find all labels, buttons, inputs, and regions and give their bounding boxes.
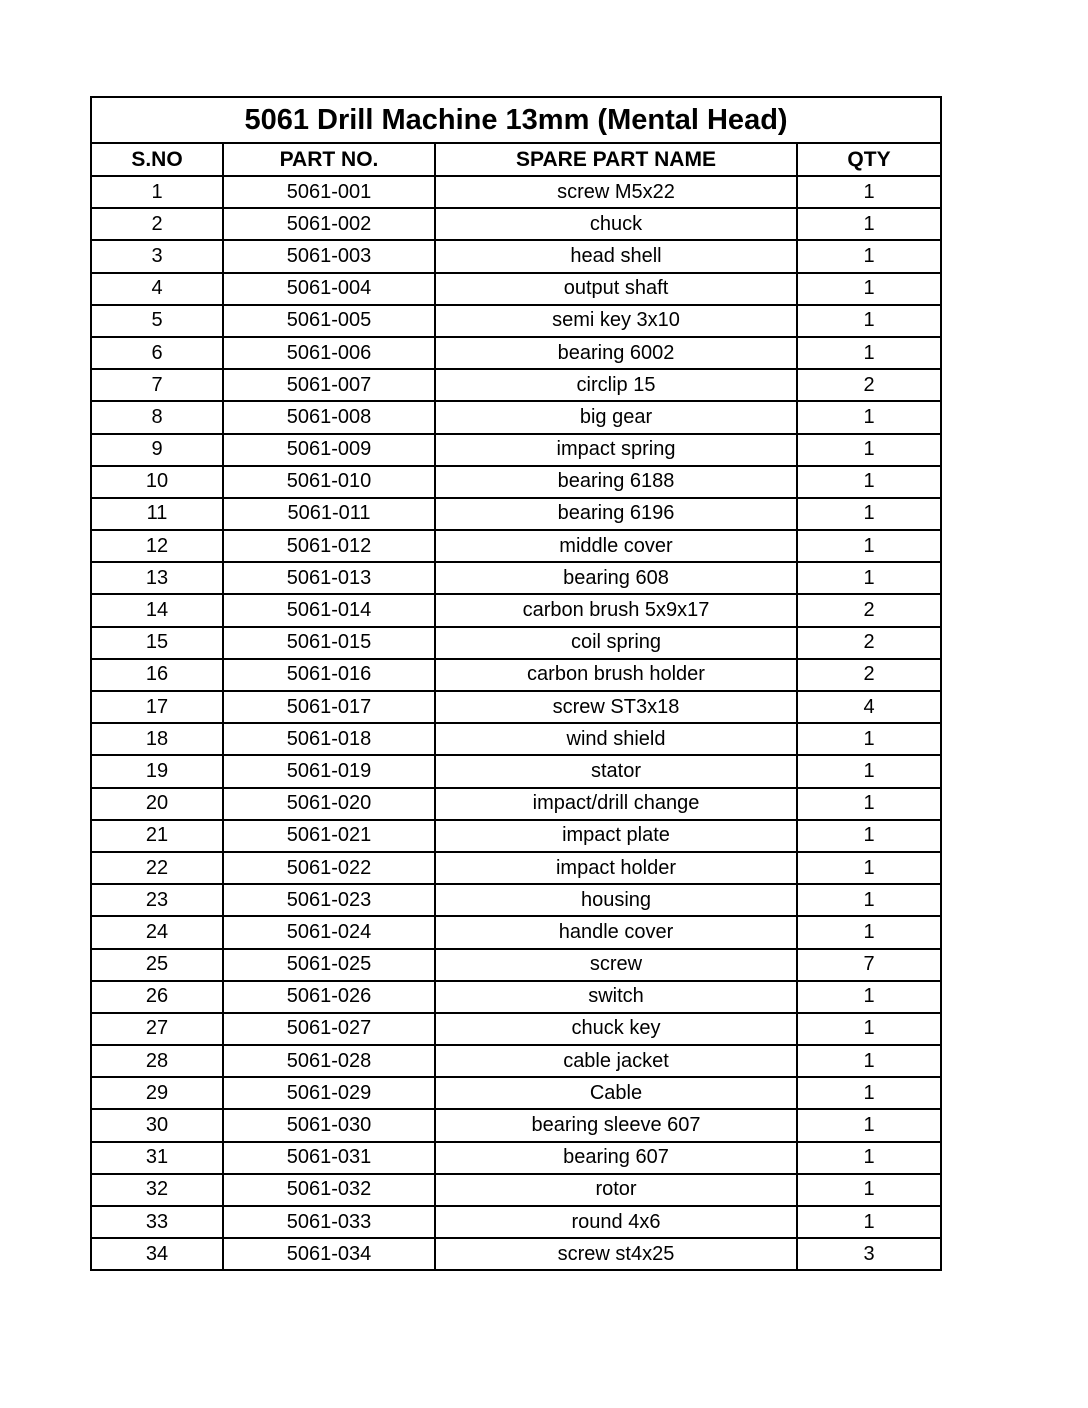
- cell-spare-part-name: screw M5x22: [435, 176, 797, 208]
- cell-spare-part-name: screw st4x25: [435, 1238, 797, 1270]
- cell-sno: 1: [91, 176, 223, 208]
- cell-qty: 2: [797, 369, 941, 401]
- cell-spare-part-name: wind shield: [435, 723, 797, 755]
- cell-spare-part-name: impact spring: [435, 434, 797, 466]
- cell-sno: 7: [91, 369, 223, 401]
- cell-sno: 12: [91, 530, 223, 562]
- cell-qty: 1: [797, 305, 941, 337]
- table-row: [91, 852, 941, 884]
- cell-qty: 1: [797, 788, 941, 820]
- cell-sno: 9: [91, 434, 223, 466]
- cell-part-no: 5061-003: [223, 240, 435, 272]
- table-row: [91, 916, 941, 948]
- cell-part-no: 5061-018: [223, 723, 435, 755]
- cell-spare-part-name: big gear: [435, 401, 797, 433]
- table-row: [91, 723, 941, 755]
- cell-part-no: 5061-012: [223, 530, 435, 562]
- table-row: [91, 1174, 941, 1206]
- parts-sheet: [90, 96, 940, 1271]
- cell-sno: 20: [91, 788, 223, 820]
- cell-sno: 8: [91, 401, 223, 433]
- cell-spare-part-name: chuck key: [435, 1013, 797, 1045]
- cell-qty: 1: [797, 1142, 941, 1174]
- cell-part-no: 5061-022: [223, 852, 435, 884]
- cell-qty: 2: [797, 659, 941, 691]
- cell-sno: 23: [91, 884, 223, 916]
- header-spare-part-name: SPARE PART NAME: [435, 143, 797, 176]
- cell-spare-part-name: output shaft: [435, 273, 797, 305]
- cell-qty: 1: [797, 401, 941, 433]
- cell-qty: 1: [797, 820, 941, 852]
- table-row: [91, 530, 941, 562]
- cell-part-no: 5061-023: [223, 884, 435, 916]
- table-row: [91, 305, 941, 337]
- cell-spare-part-name: chuck: [435, 208, 797, 240]
- table-title: 5061 Drill Machine 13mm (Mental Head): [91, 97, 941, 143]
- cell-spare-part-name: circlip 15: [435, 369, 797, 401]
- cell-part-no: 5061-017: [223, 691, 435, 723]
- cell-sno: 4: [91, 273, 223, 305]
- table-row: [91, 755, 941, 787]
- cell-spare-part-name: round 4x6: [435, 1206, 797, 1238]
- cell-sno: 29: [91, 1077, 223, 1109]
- cell-qty: 2: [797, 594, 941, 626]
- cell-spare-part-name: carbon brush holder: [435, 659, 797, 691]
- cell-part-no: 5061-009: [223, 434, 435, 466]
- cell-spare-part-name: stator: [435, 755, 797, 787]
- cell-sno: 33: [91, 1206, 223, 1238]
- cell-qty: 3: [797, 1238, 941, 1270]
- cell-spare-part-name: screw ST3x18: [435, 691, 797, 723]
- cell-qty: 4: [797, 691, 941, 723]
- cell-sno: 34: [91, 1238, 223, 1270]
- cell-sno: 10: [91, 466, 223, 498]
- cell-part-no: 5061-019: [223, 755, 435, 787]
- table-row: [91, 1013, 941, 1045]
- cell-part-no: 5061-002: [223, 208, 435, 240]
- cell-spare-part-name: impact/drill change: [435, 788, 797, 820]
- table-row: [91, 1077, 941, 1109]
- cell-sno: 3: [91, 240, 223, 272]
- cell-spare-part-name: bearing 608: [435, 562, 797, 594]
- cell-qty: 1: [797, 562, 941, 594]
- cell-qty: 1: [797, 981, 941, 1013]
- table-row: [91, 981, 941, 1013]
- cell-spare-part-name: impact holder: [435, 852, 797, 884]
- cell-sno: 6: [91, 337, 223, 369]
- table-row: [91, 1206, 941, 1238]
- cell-part-no: 5061-011: [223, 498, 435, 530]
- table-row: [91, 240, 941, 272]
- table-row: [91, 691, 941, 723]
- cell-qty: 1: [797, 1013, 941, 1045]
- cell-sno: 2: [91, 208, 223, 240]
- cell-qty: 1: [797, 723, 941, 755]
- cell-part-no: 5061-025: [223, 949, 435, 981]
- cell-qty: 1: [797, 466, 941, 498]
- cell-part-no: 5061-008: [223, 401, 435, 433]
- table-row: [91, 820, 941, 852]
- table-row: [91, 659, 941, 691]
- cell-part-no: 5061-001: [223, 176, 435, 208]
- cell-part-no: 5061-013: [223, 562, 435, 594]
- table-row: [91, 208, 941, 240]
- cell-sno: 14: [91, 594, 223, 626]
- cell-qty: 1: [797, 176, 941, 208]
- cell-qty: 1: [797, 1109, 941, 1141]
- cell-qty: 2: [797, 627, 941, 659]
- table-row: [91, 594, 941, 626]
- title-row: [91, 97, 941, 143]
- cell-spare-part-name: bearing sleeve 607: [435, 1109, 797, 1141]
- cell-spare-part-name: bearing 607: [435, 1142, 797, 1174]
- cell-part-no: 5061-005: [223, 305, 435, 337]
- cell-qty: 1: [797, 1174, 941, 1206]
- cell-qty: 1: [797, 530, 941, 562]
- header-row: [91, 143, 941, 176]
- cell-sno: 11: [91, 498, 223, 530]
- cell-sno: 30: [91, 1109, 223, 1141]
- cell-sno: 31: [91, 1142, 223, 1174]
- cell-qty: 1: [797, 273, 941, 305]
- table-row: [91, 466, 941, 498]
- cell-part-no: 5061-015: [223, 627, 435, 659]
- cell-part-no: 5061-020: [223, 788, 435, 820]
- cell-part-no: 5061-030: [223, 1109, 435, 1141]
- cell-qty: 7: [797, 949, 941, 981]
- cell-spare-part-name: cable jacket: [435, 1045, 797, 1077]
- table-row: [91, 1238, 941, 1270]
- cell-spare-part-name: head shell: [435, 240, 797, 272]
- cell-sno: 25: [91, 949, 223, 981]
- cell-spare-part-name: bearing 6196: [435, 498, 797, 530]
- table-row: [91, 1045, 941, 1077]
- table-row: [91, 1109, 941, 1141]
- table-row: [91, 176, 941, 208]
- header-sno: S.NO: [91, 143, 223, 176]
- cell-spare-part-name: rotor: [435, 1174, 797, 1206]
- cell-qty: 1: [797, 884, 941, 916]
- cell-sno: 24: [91, 916, 223, 948]
- cell-spare-part-name: semi key 3x10: [435, 305, 797, 337]
- cell-part-no: 5061-006: [223, 337, 435, 369]
- cell-spare-part-name: middle cover: [435, 530, 797, 562]
- cell-spare-part-name: housing: [435, 884, 797, 916]
- cell-sno: 28: [91, 1045, 223, 1077]
- cell-qty: 1: [797, 498, 941, 530]
- table-row: [91, 949, 941, 981]
- cell-part-no: 5061-010: [223, 466, 435, 498]
- cell-qty: 1: [797, 1077, 941, 1109]
- parts-table-body: [91, 176, 941, 1270]
- cell-spare-part-name: Cable: [435, 1077, 797, 1109]
- cell-sno: 19: [91, 755, 223, 787]
- table-row: [91, 498, 941, 530]
- cell-spare-part-name: coil spring: [435, 627, 797, 659]
- cell-part-no: 5061-032: [223, 1174, 435, 1206]
- cell-part-no: 5061-027: [223, 1013, 435, 1045]
- cell-spare-part-name: impact plate: [435, 820, 797, 852]
- cell-part-no: 5061-033: [223, 1206, 435, 1238]
- header-qty: QTY: [797, 143, 941, 176]
- table-row: [91, 1142, 941, 1174]
- cell-sno: 16: [91, 659, 223, 691]
- cell-qty: 1: [797, 916, 941, 948]
- cell-qty: 1: [797, 240, 941, 272]
- parts-table: [90, 96, 942, 1271]
- cell-sno: 27: [91, 1013, 223, 1045]
- header-part-no: PART NO.: [223, 143, 435, 176]
- cell-sno: 22: [91, 852, 223, 884]
- cell-part-no: 5061-024: [223, 916, 435, 948]
- cell-sno: 15: [91, 627, 223, 659]
- cell-qty: 1: [797, 434, 941, 466]
- cell-sno: 21: [91, 820, 223, 852]
- cell-part-no: 5061-016: [223, 659, 435, 691]
- cell-qty: 1: [797, 337, 941, 369]
- cell-sno: 32: [91, 1174, 223, 1206]
- cell-spare-part-name: handle cover: [435, 916, 797, 948]
- cell-part-no: 5061-034: [223, 1238, 435, 1270]
- cell-spare-part-name: screw: [435, 949, 797, 981]
- cell-qty: 1: [797, 852, 941, 884]
- table-row: [91, 401, 941, 433]
- cell-part-no: 5061-014: [223, 594, 435, 626]
- cell-spare-part-name: switch: [435, 981, 797, 1013]
- cell-qty: 1: [797, 1206, 941, 1238]
- cell-sno: 17: [91, 691, 223, 723]
- cell-part-no: 5061-028: [223, 1045, 435, 1077]
- table-row: [91, 884, 941, 916]
- table-row: [91, 434, 941, 466]
- table-row: [91, 337, 941, 369]
- cell-part-no: 5061-031: [223, 1142, 435, 1174]
- table-row: [91, 562, 941, 594]
- cell-part-no: 5061-026: [223, 981, 435, 1013]
- table-row: [91, 273, 941, 305]
- cell-sno: 26: [91, 981, 223, 1013]
- cell-spare-part-name: carbon brush 5x9x17: [435, 594, 797, 626]
- cell-spare-part-name: bearing 6002: [435, 337, 797, 369]
- table-row: [91, 369, 941, 401]
- cell-part-no: 5061-021: [223, 820, 435, 852]
- cell-qty: 1: [797, 208, 941, 240]
- cell-part-no: 5061-004: [223, 273, 435, 305]
- table-row: [91, 788, 941, 820]
- cell-sno: 13: [91, 562, 223, 594]
- cell-part-no: 5061-029: [223, 1077, 435, 1109]
- cell-qty: 1: [797, 1045, 941, 1077]
- cell-part-no: 5061-007: [223, 369, 435, 401]
- cell-sno: 18: [91, 723, 223, 755]
- cell-sno: 5: [91, 305, 223, 337]
- cell-qty: 1: [797, 755, 941, 787]
- cell-spare-part-name: bearing 6188: [435, 466, 797, 498]
- table-row: [91, 627, 941, 659]
